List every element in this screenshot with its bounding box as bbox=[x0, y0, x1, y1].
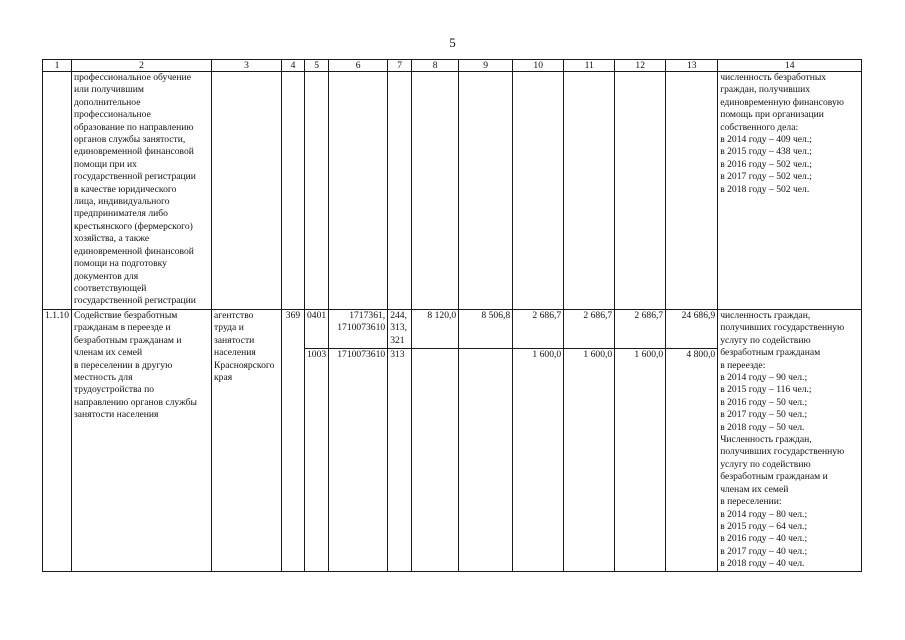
value-2014 bbox=[412, 348, 459, 571]
item-csr bbox=[329, 310, 388, 349]
cell bbox=[305, 72, 329, 310]
text-line: в 2016 году – 40 чел.; bbox=[720, 533, 808, 545]
text-line: в 2014 году – 409 чел.; bbox=[720, 134, 812, 146]
header-row bbox=[43, 60, 862, 72]
cell bbox=[329, 72, 388, 310]
continued-description bbox=[72, 72, 212, 310]
text-line: в переселении: bbox=[720, 496, 782, 508]
cell bbox=[513, 72, 564, 310]
value-2018: 2 686,7 bbox=[615, 310, 666, 349]
text-line: в 2016 году – 502 чел.; bbox=[720, 158, 812, 170]
text-line: безработным гражданам и bbox=[74, 334, 182, 346]
text-line: собственного дела: bbox=[720, 121, 799, 133]
text-line: лица, индивидуального bbox=[74, 196, 170, 208]
header-cell: 12 bbox=[615, 60, 666, 72]
item-vr bbox=[388, 310, 412, 349]
item-executor bbox=[212, 310, 282, 572]
item-name bbox=[72, 310, 212, 572]
text-line: в 2015 году – 64 чел.; bbox=[720, 520, 808, 532]
text-line: гражданам в переезде и bbox=[74, 322, 171, 334]
text-line: единовременную финансовую bbox=[720, 96, 844, 108]
text-line: населения bbox=[214, 347, 256, 359]
text-line: в 2014 году – 90 чел.; bbox=[720, 372, 808, 384]
text-line: в 2015 году – 438 чел.; bbox=[720, 146, 812, 158]
text-line: занятости населения bbox=[74, 409, 159, 421]
item-row bbox=[43, 310, 862, 349]
text-line: 244, bbox=[390, 310, 407, 321]
text-line: безработным гражданам и bbox=[720, 471, 828, 483]
text-line: предпринимателя либо bbox=[74, 208, 168, 220]
value-2017: 2 686,7 bbox=[564, 310, 615, 349]
text-line: 1710073610 bbox=[337, 322, 386, 334]
value-2017: 1 600,0 bbox=[564, 348, 615, 571]
text-line: государственной регистрации bbox=[74, 295, 196, 307]
value-total: 24 686,9 bbox=[666, 310, 718, 349]
text-line: 1717361, bbox=[349, 310, 386, 321]
text-line: государственной регистрации bbox=[74, 171, 196, 183]
item-csr: 1710073610 bbox=[329, 348, 388, 571]
item-vr: 313 bbox=[388, 348, 412, 571]
item-number: 1.1.10 bbox=[43, 310, 72, 572]
text-line: в переезде: bbox=[720, 359, 766, 371]
text-line: Содействие безработным bbox=[74, 310, 178, 321]
cell bbox=[388, 72, 412, 310]
header-cell: 9 bbox=[459, 60, 513, 72]
text-line: в 2017 году – 50 чел.; bbox=[720, 409, 808, 421]
item-rzpr: 1003 bbox=[305, 348, 329, 571]
header-cell: 8 bbox=[412, 60, 459, 72]
text-line: в 2018 году – 40 чел. bbox=[720, 558, 805, 570]
header-cell: 6 bbox=[329, 60, 388, 72]
cell bbox=[282, 72, 305, 310]
text-line: труда и bbox=[214, 322, 244, 334]
page-number: 5 bbox=[449, 35, 456, 50]
text-line: численность граждан, bbox=[720, 310, 811, 321]
header-cell: 11 bbox=[564, 60, 615, 72]
text-line: в переселении в другую bbox=[74, 359, 173, 371]
header-cell: 5 bbox=[305, 60, 329, 72]
text-line: профессиональное bbox=[74, 109, 151, 121]
continuation-row bbox=[43, 72, 862, 310]
text-line: в 2015 году – 116 чел.; bbox=[720, 384, 812, 396]
text-line: образование по направлению bbox=[74, 121, 194, 133]
header-cell: 7 bbox=[388, 60, 412, 72]
cell bbox=[666, 72, 718, 310]
item-grbs: 369 bbox=[282, 310, 305, 572]
cell bbox=[43, 72, 72, 310]
value-2014: 8 120,0 bbox=[412, 310, 459, 349]
cell bbox=[615, 72, 666, 310]
text-line: единовременной финансовой bbox=[74, 146, 194, 158]
continued-indicators bbox=[718, 72, 862, 310]
value-2016: 1 600,0 bbox=[513, 348, 564, 571]
cell bbox=[212, 72, 282, 310]
text-line: в 2017 году – 502 чел.; bbox=[720, 171, 812, 183]
text-line: получивших государственную bbox=[720, 446, 845, 458]
header-cell: 4 bbox=[282, 60, 305, 72]
text-line: 321 bbox=[390, 334, 405, 346]
text-line: численность безработных bbox=[720, 72, 827, 83]
value-2015 bbox=[459, 348, 513, 571]
text-line: в 2016 году – 50 чел.; bbox=[720, 396, 808, 408]
text-line: трудоустройства по bbox=[74, 384, 155, 396]
text-line: единовременной финансовой bbox=[74, 245, 194, 257]
text-line: получивших государственную bbox=[720, 322, 845, 334]
value-2015: 8 506,8 bbox=[459, 310, 513, 349]
text-line: в 2017 году – 40 чел.; bbox=[720, 545, 808, 557]
text-line: граждан, получивших bbox=[720, 84, 811, 96]
text-line: членам их семей bbox=[720, 483, 789, 495]
text-line: в 2018 году – 50 чел. bbox=[720, 421, 805, 433]
cell bbox=[412, 72, 459, 310]
text-line: или получившим bbox=[74, 84, 144, 96]
text-line: соответствующей bbox=[74, 282, 147, 294]
item-indicators bbox=[718, 310, 862, 572]
header-cell: 3 bbox=[212, 60, 282, 72]
text-line: занятости bbox=[214, 334, 255, 346]
value-total: 4 800,0 bbox=[666, 348, 718, 571]
header-cell: 2 bbox=[72, 60, 212, 72]
text-line: крестьянского (фермерского) bbox=[74, 220, 193, 232]
text-line: в качестве юридического bbox=[74, 183, 177, 195]
text-line: помощи при их bbox=[74, 158, 137, 170]
text-line: хозяйства, а также bbox=[74, 233, 150, 245]
text-line: агентство bbox=[214, 310, 254, 321]
text-line: помощи на подготовку bbox=[74, 258, 167, 270]
text-line: документов для bbox=[74, 270, 139, 282]
text-line: безработным гражданам bbox=[720, 347, 821, 359]
value-2016: 2 686,7 bbox=[513, 310, 564, 349]
budget-table bbox=[42, 59, 862, 572]
value-2018: 1 600,0 bbox=[615, 348, 666, 571]
header-cell: 14 bbox=[718, 60, 862, 72]
text-line: в 2018 году – 502 чел. bbox=[720, 183, 810, 195]
text-line: направлению органов службы bbox=[74, 396, 197, 408]
header-cell: 13 bbox=[666, 60, 718, 72]
text-line: местность для bbox=[74, 372, 133, 384]
item-rzpr: 0401 bbox=[305, 310, 329, 349]
header-cell: 1 bbox=[43, 60, 72, 72]
text-line: органов службы занятости, bbox=[74, 134, 186, 146]
text-line: профессиональное обучение bbox=[74, 72, 191, 83]
text-line: услугу по содействию bbox=[720, 458, 811, 470]
text-line: Численность граждан, bbox=[720, 434, 812, 446]
cell bbox=[564, 72, 615, 310]
text-line: услугу по содействию bbox=[720, 334, 811, 346]
text-line: в 2014 году – 80 чел.; bbox=[720, 508, 808, 520]
text-line: 313, bbox=[390, 322, 407, 334]
cell bbox=[459, 72, 513, 310]
header-cell: 10 bbox=[513, 60, 564, 72]
text-line: помощь при организации bbox=[720, 109, 824, 121]
text-line: Красноярского bbox=[214, 359, 275, 371]
text-line: дополнительное bbox=[74, 96, 141, 108]
text-line: членам их семей bbox=[74, 347, 143, 359]
text-line: края bbox=[214, 372, 233, 384]
